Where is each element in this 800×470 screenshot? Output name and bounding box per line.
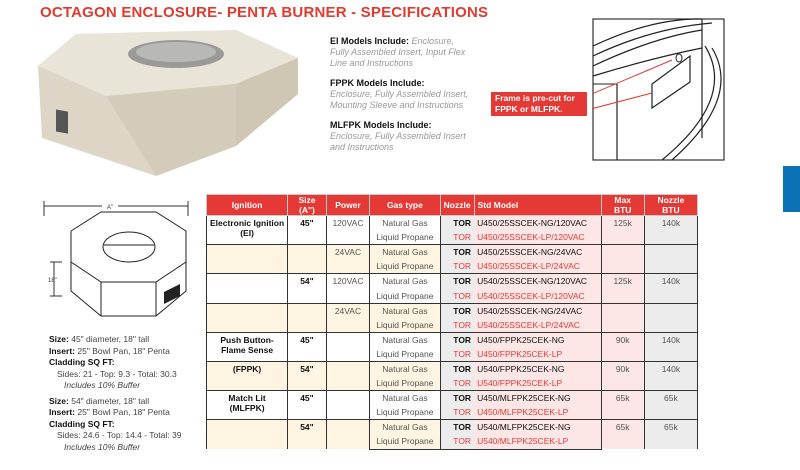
gas-type-cell: Natural Gas (370, 361, 440, 376)
gas-type-cell: Natural Gas (370, 391, 440, 406)
table-row (207, 216, 698, 231)
model-cell: U540/FPPK25CEK-LP (474, 376, 601, 391)
nozzle-cell: TOR (440, 405, 474, 420)
power-cell (326, 391, 369, 420)
nozzle-cell: TOR (440, 230, 474, 245)
power-cell: 120VAC (326, 216, 369, 245)
nozzle-cell: TOR (440, 361, 474, 376)
max-btu-cell: 65k (601, 420, 644, 449)
max-btu-cell: 90k (601, 332, 644, 361)
table-row (207, 391, 698, 406)
model-cell: U450/MLFPK25CEK-NG (474, 391, 601, 406)
ignition-cell (207, 274, 288, 303)
width-dimension: A" (106, 205, 114, 211)
table-row (207, 245, 698, 260)
table-header (207, 195, 698, 216)
max-btu-cell (601, 303, 644, 332)
col-std-model: Std Model (474, 195, 601, 216)
nozzle-btu-cell: 140k (644, 332, 697, 361)
size-specs (49, 334, 181, 453)
ignition-cell: Electronic Ignition (EI) (207, 216, 288, 245)
gas-type-cell: Natural Gas (370, 303, 440, 318)
gas-type-cell: Liquid Propane (370, 230, 440, 245)
table-row (207, 332, 698, 347)
nozzle-cell: TOR (440, 434, 474, 449)
model-cell: U450/FPPK25CEK-NG (474, 332, 601, 347)
nozzle-cell: TOR (440, 318, 474, 333)
col-max-btu: Max BTU (601, 195, 644, 216)
size-cell: 45" (288, 391, 327, 420)
size-cell: 54" (288, 420, 327, 449)
nozzle-cell: TOR (440, 288, 474, 303)
model-cell: U540/25SSCEK-NG/24VAC (474, 303, 601, 318)
nozzle-cell: TOR (440, 303, 474, 318)
height-dimension: 18" (48, 278, 57, 284)
ignition-cell (207, 420, 288, 449)
gas-type-cell: Natural Gas (370, 332, 440, 347)
gas-type-cell: Natural Gas (370, 420, 440, 435)
mlfpk-includes: MLFPK Models Include: Enclosure, Fully Assembled Insert and Instructions (330, 120, 466, 152)
size-cell: 54" (288, 361, 327, 390)
frame-detail-drawing (592, 18, 732, 163)
table-row (207, 303, 698, 318)
nozzle-btu-cell (644, 303, 697, 332)
power-cell (326, 361, 369, 390)
gas-type-cell: Liquid Propane (370, 318, 440, 333)
table-row (207, 274, 698, 289)
spec-54: Size: 54" diameter, 18" tall Insert: 25" Bowl Pan, 18" Penta Cladding SQ FT: Sides: 24.6 - Top: 14.4 - Total: 39 Includes 10% Buffer (49, 395, 182, 452)
spec-45: Size: 45" diameter, 18" tall Insert: 25" Bowl Pan, 18" Penta Cladding SQ FT: Sides: 21 - Top: 9.3 - Total: 30.3 Includes 10% Buffer (49, 334, 177, 390)
gas-type-cell: Liquid Propane (370, 259, 440, 274)
nozzle-btu-cell: 65k (644, 420, 697, 449)
gas-type-cell: Natural Gas (370, 216, 440, 231)
nozzle-btu-cell (644, 245, 697, 274)
nozzle-cell: TOR (440, 391, 474, 406)
nozzle-btu-cell: 140k (644, 361, 697, 390)
model-cell: U450/25SSCEK-LP/24VAC (474, 259, 601, 274)
max-btu-cell: 90k (601, 361, 644, 390)
page-title: OCTAGON ENCLOSURE- PENTA BURNER - SPECIFICATIONS (40, 4, 489, 21)
power-cell: 120VAC (326, 274, 369, 303)
nozzle-cell: TOR (440, 376, 474, 391)
col-nozzle: Nozzle (440, 195, 474, 216)
ignition-cell (207, 245, 288, 274)
enclosure-photo (36, 26, 306, 181)
model-cell: U450/25SSCEK-NG/120VAC (474, 216, 601, 231)
nozzle-cell: TOR (440, 245, 474, 260)
gas-type-cell: Liquid Propane (370, 434, 440, 449)
model-cell: U540/FPPK25CEK-NG (474, 361, 601, 376)
nozzle-btu-cell: 65k (644, 391, 697, 420)
gas-type-cell: Liquid Propane (370, 288, 440, 303)
nozzle-cell: TOR (440, 420, 474, 435)
ignition-cell: Push Button- Flame Sense (207, 332, 288, 361)
power-cell: 24VAC (326, 245, 369, 274)
ignition-cell (207, 303, 288, 332)
model-cell: U540/MLFPK25CEK-LP (474, 434, 601, 449)
size-cell (288, 303, 327, 332)
nozzle-btu-cell: 140k (644, 216, 697, 245)
size-cell (288, 245, 327, 274)
nozzle-cell: TOR (440, 216, 474, 231)
col-power: Power (326, 195, 369, 216)
fppk-includes: FPPK Models Include: Enclosure, Fully Assembled Insert, Mounting Sleeve and Instructions (330, 78, 469, 110)
model-includes (330, 36, 470, 162)
max-btu-cell (601, 245, 644, 274)
col-ignition: Ignition (207, 195, 288, 216)
power-cell (326, 420, 369, 449)
table-row (207, 361, 698, 376)
size-cell: 45" (288, 332, 327, 361)
col-size: Size (A") (288, 195, 327, 216)
gas-type-cell: Liquid Propane (370, 347, 440, 362)
nozzle-cell: TOR (440, 332, 474, 347)
ei-includes: EI Models Include: Enclosure, Fully Assembled Insert, Input Flex Line and Instructions (330, 36, 466, 68)
max-btu-cell: 125k (601, 274, 644, 303)
specifications-table (206, 194, 698, 450)
nozzle-cell: TOR (440, 274, 474, 289)
model-cell: U450/FPPK25CEK-LP (474, 347, 601, 362)
col-gas-type: Gas type (370, 195, 440, 216)
max-btu-cell: 125k (601, 216, 644, 245)
side-tab[interactable] (783, 166, 800, 212)
nozzle-cell: TOR (440, 347, 474, 362)
gas-type-cell: Natural Gas (370, 245, 440, 260)
gas-type-cell: Liquid Propane (370, 376, 440, 391)
size-cell: 54" (288, 274, 327, 303)
nozzle-btu-cell: 140k (644, 274, 697, 303)
model-cell: U540/MLFPK25CEK-NG (474, 420, 601, 435)
model-cell: U540/25SSCEK-NG/120VAC (474, 274, 601, 289)
nozzle-cell: TOR (440, 259, 474, 274)
gas-type-cell: Liquid Propane (370, 405, 440, 420)
ignition-cell: (FPPK) (207, 361, 288, 390)
enclosure-line-drawing (36, 196, 196, 326)
max-btu-cell: 65k (601, 391, 644, 420)
power-cell: 24VAC (326, 303, 369, 332)
gas-type-cell: Natural Gas (370, 274, 440, 289)
model-cell: U540/25SSCEK-LP/24VAC (474, 318, 601, 333)
precut-callout: Frame is pre-cut for FPPK or MLFPK. (491, 92, 587, 116)
table-row (207, 420, 698, 435)
col-nozzle-btu: Nozzle BTU (644, 195, 697, 216)
ignition-cell: Match Lit (MLFPK) (207, 391, 288, 420)
size-cell: 45" (288, 216, 327, 245)
model-cell: U450/MLFPK25CEK-LP (474, 405, 601, 420)
model-cell: U450/25SSCEK-NG/24VAC (474, 245, 601, 260)
power-cell (326, 332, 369, 361)
model-cell: U450/25SSCEK-LP/120VAC (474, 230, 601, 245)
model-cell: U540/25SSCEK-LP/120VAC (474, 288, 601, 303)
